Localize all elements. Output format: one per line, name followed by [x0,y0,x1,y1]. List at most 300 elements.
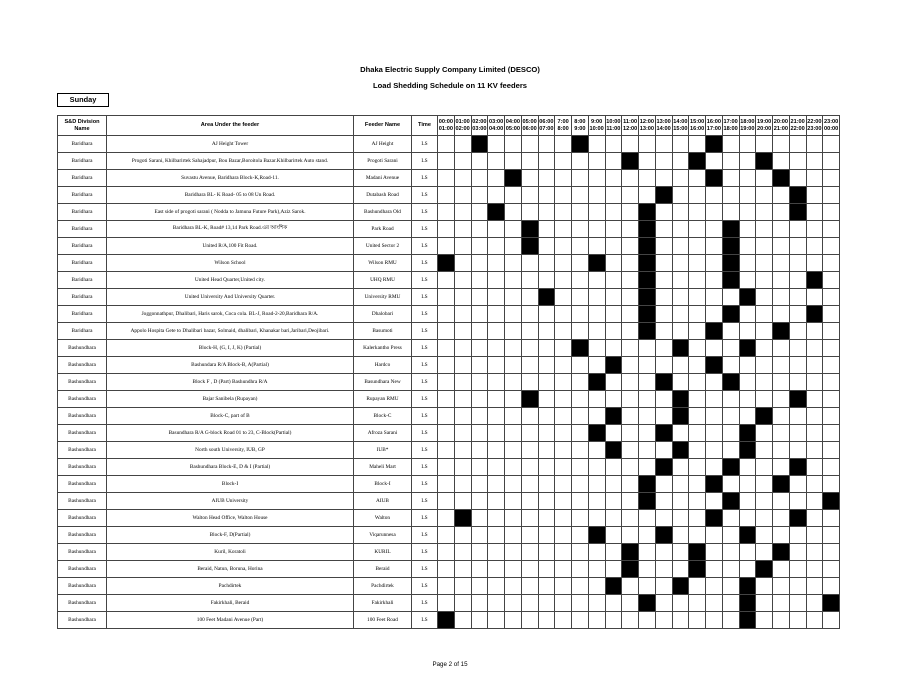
shedding-slot [454,493,471,510]
shedding-slot [722,476,739,493]
table-row [58,136,840,153]
shedding-slot [521,272,538,289]
shedding-slot [655,323,672,340]
shedding-slot [773,306,790,323]
feeder-cell: Progoti Sarani [354,153,412,170]
division-cell: Baridhara [58,306,107,323]
shedding-slot [722,357,739,374]
shedding-slot [454,612,471,629]
shedding-slot [622,510,639,527]
area-cell: Pachdirtek [107,578,354,595]
shedding-slot [739,306,756,323]
feeder-cell: Fakirkhali [354,595,412,612]
area-cell: Walton Head Office, Walton House [107,510,354,527]
shedding-slot [488,136,505,153]
shedding-slot [572,221,589,238]
slot-end: 21:00 [773,125,789,132]
table-row [58,323,840,340]
feeder-cell: KURIL [354,544,412,561]
shedding-slot [454,238,471,255]
shedding-slot [438,442,455,459]
shedding-slot [823,136,840,153]
shedding-slot [622,306,639,323]
shedding-slot [488,340,505,357]
shedding-slot [505,136,522,153]
shedding-slot [454,442,471,459]
slot-end: 9:00 [574,125,586,132]
shedding-slot-on [706,476,723,493]
shedding-slot-on [521,221,538,238]
day-label: Sunday [57,93,109,107]
time-slot-header [806,116,823,136]
shedding-slot [538,204,555,221]
shedding-slot [639,340,656,357]
shedding-slot [639,544,656,561]
shedding-slot [572,391,589,408]
shedding-slot [438,476,455,493]
shedding-slot [488,391,505,408]
shedding-slot-on [639,323,656,340]
shedding-slot [521,425,538,442]
shedding-slot [622,408,639,425]
shedding-slot [588,357,605,374]
shedding-slot [438,595,455,612]
shedding-slot [672,204,689,221]
table-row [58,170,840,187]
shedding-slot [471,442,488,459]
shedding-slot [555,306,572,323]
shedding-slot [605,255,622,272]
shedding-slot [789,272,806,289]
shedding-slot [588,561,605,578]
shedding-slot-on [438,612,455,629]
time-cell: LS [412,476,438,493]
shedding-slot [605,170,622,187]
shedding-slot [823,340,840,357]
shedding-slot-on [639,272,656,289]
shedding-slot [655,306,672,323]
shedding-slot [689,221,706,238]
shedding-slot [471,595,488,612]
slot-end: 8:00 [557,125,569,132]
shedding-slot [689,476,706,493]
shedding-slot [806,289,823,306]
table-row [58,221,840,238]
shedding-slot [538,340,555,357]
shedding-slot [438,323,455,340]
shedding-slot [722,323,739,340]
shedding-slot [806,612,823,629]
shedding-slot [672,238,689,255]
area-cell: United University And University Quarter. [107,289,354,306]
shedding-slot [521,544,538,561]
shedding-slot [488,425,505,442]
shedding-slot [655,544,672,561]
shedding-slot [555,374,572,391]
shedding-slot [806,595,823,612]
shedding-slot [555,204,572,221]
shedding-slot [823,187,840,204]
shedding-slot [773,493,790,510]
shedding-slot [572,425,589,442]
shedding-slot [806,527,823,544]
shedding-slot-on [823,595,840,612]
shedding-slot-on [739,289,756,306]
shedding-slot [789,221,806,238]
shedding-slot [773,595,790,612]
shedding-slot [572,595,589,612]
time-cell: LS [412,153,438,170]
shedding-slot [438,408,455,425]
time-cell: LS [412,136,438,153]
shedding-slot [572,510,589,527]
shedding-slot [588,289,605,306]
shedding-slot-on [639,204,656,221]
shedding-slot [471,153,488,170]
shedding-slot [555,527,572,544]
division-cell: Baridhara [58,170,107,187]
shedding-slot [706,340,723,357]
shedding-slot [538,425,555,442]
shedding-slot [488,510,505,527]
shedding-slot [505,255,522,272]
shedding-slot [806,476,823,493]
feeder-cell: UHQ RMU [354,272,412,289]
shedding-slot [588,442,605,459]
shedding-slot [538,578,555,595]
table-row [58,425,840,442]
feeder-cell: AJ Height [354,136,412,153]
division-cell: Baridhara [58,187,107,204]
time-slot-header [488,116,505,136]
shedding-slot [488,612,505,629]
shedding-slot [672,425,689,442]
shedding-slot [773,357,790,374]
shedding-slot [438,374,455,391]
shedding-slot [756,136,773,153]
area-cell: Block-F, D(Partial) [107,527,354,544]
feeder-cell: Madani Avenue [354,170,412,187]
shedding-slot [773,136,790,153]
shedding-slot [806,408,823,425]
shedding-slot [655,289,672,306]
table-row [58,255,840,272]
slot-start: 16:00 [706,118,722,125]
shedding-slot [706,306,723,323]
shedding-slot [689,408,706,425]
feeder-cell: University RMU [354,289,412,306]
shedding-slot [823,306,840,323]
feeder-cell: Dhalobari [354,306,412,323]
table-row [58,578,840,595]
slot-end: 20:00 [756,125,772,132]
shedding-slot [521,459,538,476]
slot-start: 19:00 [756,118,772,125]
shedding-slot [454,187,471,204]
shedding-slot-on [588,425,605,442]
shedding-slot [706,561,723,578]
shedding-slot [488,476,505,493]
shedding-slot [555,136,572,153]
slot-end: 17:00 [706,125,722,132]
shedding-slot [655,595,672,612]
shedding-slot [739,357,756,374]
shedding-slot-on [655,527,672,544]
shedding-slot [555,323,572,340]
shedding-slot [739,476,756,493]
shedding-slot [706,425,723,442]
division-cell: Baridhara [58,323,107,340]
shedding-slot [823,374,840,391]
shedding-slot [438,425,455,442]
slot-start: 22:00 [807,118,822,125]
shedding-slot [471,306,488,323]
shedding-slot [739,493,756,510]
shedding-slot [538,544,555,561]
shedding-slot [756,544,773,561]
shedding-slot [823,527,840,544]
time-cell: LS [412,391,438,408]
shedding-slot [521,374,538,391]
shedding-slot [505,425,522,442]
feeder-cell: Basundhara New [354,374,412,391]
slot-end: 16:00 [689,125,705,132]
shedding-slot [722,527,739,544]
table-row [58,527,840,544]
shedding-slot [488,459,505,476]
shedding-slot [555,153,572,170]
shedding-slot [572,544,589,561]
shedding-slot [555,408,572,425]
shedding-slot [773,374,790,391]
shedding-slot [672,306,689,323]
table-row [58,612,840,629]
shedding-slot [706,374,723,391]
shedding-slot [706,408,723,425]
shedding-slot [823,289,840,306]
shedding-slot [806,442,823,459]
shedding-slot-on [655,187,672,204]
shedding-slot [588,544,605,561]
shedding-slot [672,544,689,561]
shedding-slot-on [739,612,756,629]
shedding-slot [689,374,706,391]
shedding-slot [471,425,488,442]
shedding-slot [521,561,538,578]
shedding-slot [789,340,806,357]
shedding-slot [689,425,706,442]
shedding-slot [639,136,656,153]
shedding-slot [538,510,555,527]
slot-start: 14:00 [673,118,688,125]
feeder-cell: Dutabash Road [354,187,412,204]
shedding-slot [672,187,689,204]
shedding-slot [655,204,672,221]
shedding-slot [622,289,639,306]
shedding-slot [505,238,522,255]
shedding-slot [655,510,672,527]
time-slot-header [588,116,605,136]
shedding-slot [722,595,739,612]
slot-start: 20:00 [773,118,789,125]
shedding-slot [605,527,622,544]
shedding-slot [722,578,739,595]
shedding-slot [639,459,656,476]
shedding-slot [454,476,471,493]
shedding-slot [605,493,622,510]
shedding-slot [588,510,605,527]
shedding-slot [773,153,790,170]
shedding-slot-on [622,153,639,170]
shedding-slot [555,544,572,561]
shedding-slot [454,425,471,442]
shedding-slot-on [722,374,739,391]
shedding-slot [505,493,522,510]
shedding-slot [488,272,505,289]
shedding-slot [789,255,806,272]
shedding-slot-on [689,561,706,578]
area-cell: Beraid, Natun, Boruna, Horina [107,561,354,578]
shedding-slot [756,442,773,459]
area-cell: Kuril, Koratoli [107,544,354,561]
time-cell: LS [412,374,438,391]
division-cell: Baridhara [58,289,107,306]
shedding-slot [438,204,455,221]
shedding-slot [488,238,505,255]
shedding-slot-on [622,561,639,578]
area-cell: Appolo Hospita Gete to Dhalibari bazar, Solmaid, dhalibari, Khanakar bari,Jaribari,Deojibari. [107,323,354,340]
shedding-slot [438,289,455,306]
shedding-slot [706,391,723,408]
shedding-slot [572,153,589,170]
shedding-slot [689,187,706,204]
shedding-slot [689,595,706,612]
shedding-slot [689,578,706,595]
shedding-slot [806,459,823,476]
shedding-slot [622,527,639,544]
shedding-slot [454,357,471,374]
table-row [58,476,840,493]
shedding-slot [555,561,572,578]
shedding-slot [454,153,471,170]
shedding-slot [639,442,656,459]
shedding-slot [605,510,622,527]
shedding-slot [739,153,756,170]
shedding-slot [756,323,773,340]
division-cell: Baridhara [58,272,107,289]
shedding-slot [639,510,656,527]
feeder-cell: Pachdirtek [354,578,412,595]
shedding-slot [555,340,572,357]
shedding-slot [706,459,723,476]
shedding-slot [756,170,773,187]
division-cell: Bashundhara [58,476,107,493]
shedding-slot [672,289,689,306]
shedding-slot [471,391,488,408]
division-cell: Baridhara [58,136,107,153]
shedding-slot [773,612,790,629]
shedding-slot [588,170,605,187]
slot-end: 01:00 [438,125,454,132]
shedding-slot-on [672,578,689,595]
shedding-slot-on [773,476,790,493]
shedding-slot-on [706,170,723,187]
division-cell: Bashundhara [58,510,107,527]
shedding-slot [756,459,773,476]
shedding-slot [756,425,773,442]
shedding-slot [823,578,840,595]
shedding-slot [471,476,488,493]
shedding-slot [471,340,488,357]
slot-end: 06:00 [522,125,537,132]
table-header-row [58,116,840,136]
shedding-slot [505,357,522,374]
shedding-slot [789,289,806,306]
time-slot-header [605,116,622,136]
shedding-slot [739,170,756,187]
shedding-slot [572,493,589,510]
shedding-slot [488,170,505,187]
time-cell: LS [412,493,438,510]
shedding-slot [471,493,488,510]
shedding-slot-on [505,170,522,187]
shedding-slot [454,272,471,289]
shedding-slot [823,238,840,255]
division-cell: Bashundhara [58,425,107,442]
time-slot-header [555,116,572,136]
slot-end: 05:00 [505,125,521,132]
shedding-slot [471,238,488,255]
shedding-slot [639,153,656,170]
shedding-slot [454,374,471,391]
shedding-slot-on [689,544,706,561]
shedding-slot [605,238,622,255]
shedding-slot [756,340,773,357]
shedding-slot [521,255,538,272]
feeder-cell: AIUB [354,493,412,510]
shedding-slot [739,187,756,204]
shedding-slot [722,187,739,204]
area-cell: United Head Quarter,United city. [107,272,354,289]
shedding-slot [655,357,672,374]
page-number: Page 2 of 15 [432,661,468,668]
shedding-slot-on [605,578,622,595]
shedding-slot [505,527,522,544]
shedding-slot [655,391,672,408]
shedding-slot [471,357,488,374]
shedding-slot-on [773,544,790,561]
shedding-slot [438,238,455,255]
area-cell: Joggonnathpur, Dhalibari, Haris sarok, Coca cola. BL-J, Road-2-20,Baridhara R/A. [107,306,354,323]
shedding-slot [538,153,555,170]
shedding-slot [555,255,572,272]
shedding-slot [756,289,773,306]
shedding-slot [588,221,605,238]
shedding-slot [823,459,840,476]
shedding-slot [521,527,538,544]
shedding-slot [555,459,572,476]
shedding-slot [722,391,739,408]
shedding-slot [471,170,488,187]
shedding-slot [739,374,756,391]
shedding-slot [538,408,555,425]
shedding-slot-on [588,527,605,544]
shedding-slot-on [689,153,706,170]
shedding-slot [538,493,555,510]
time-slot-header [572,116,589,136]
shedding-slot-on [639,255,656,272]
shedding-slot [572,255,589,272]
